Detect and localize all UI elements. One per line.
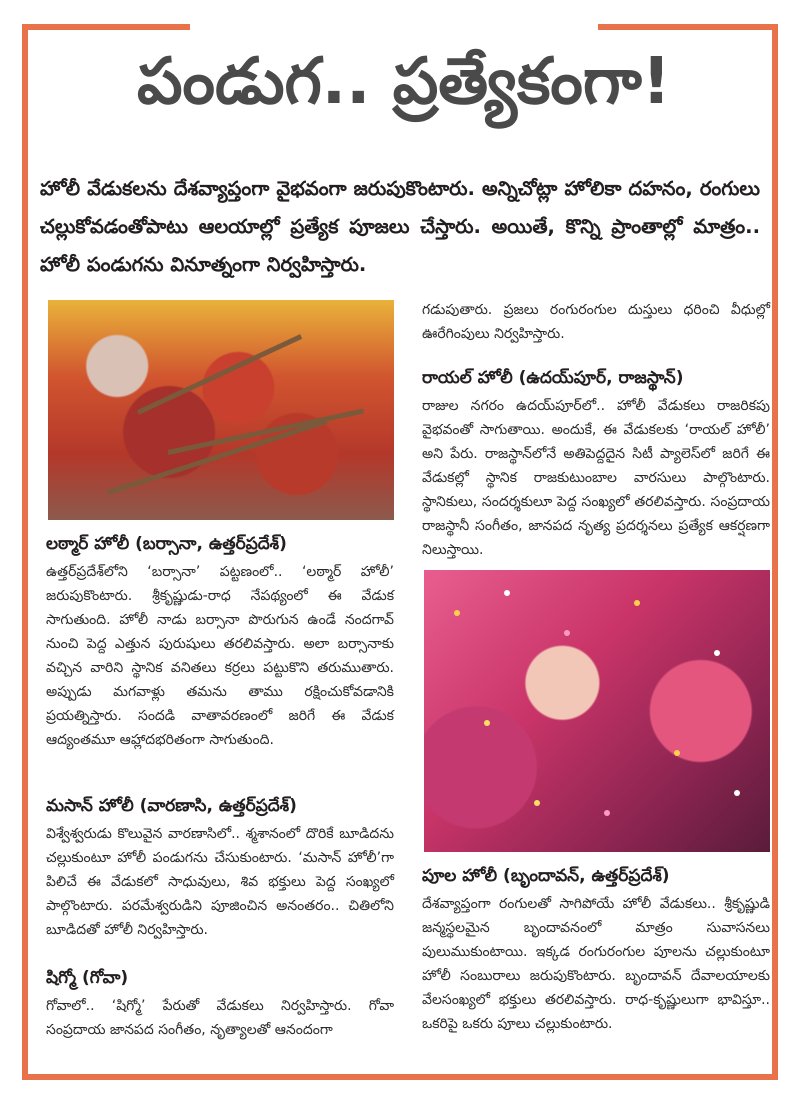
shigmo-body-continued: గడుపుతారు. ప్రజలు రంగురంగుల దుస్తులు ధరించి వీధుల్లో ఊరేగింపులు నిర్వహిస్తారు. (422, 302, 770, 342)
frame-right (772, 24, 778, 1080)
lathmar-title: లఠ్మార్ హోలీ (బర్సానా, ఉత్తర్‌ప్రదేశ్) (46, 534, 287, 554)
intro-paragraph: హోలీ వేడుకలను దేశవ్యాప్తంగా వైభవంగా జరుపుకొంటారు. అన్నిచోట్లా హోలికా దహనం, రంగులు చల్లుకోవడంతోపాటు ఆలయాల్లో ప్రత్యేక పూజలు చేస్తారు. అయితే, కొన్ని ప్రాంతాల్లో మాత్రం.. హోలీ పండుగను వినూత్నంగా నిర్వహిస్తారు. (40, 177, 760, 276)
shigmo-title: షిగ్మో (గోవా) (46, 968, 129, 988)
phoolon-body: దేశవ్యాప్తంగా రంగులతో సాగిపోయే హోలీ వేడుకలు.. శ్రీకృష్ణుడి జన్మస్థలమైన బృందావనంలో మాత్రం సువాసనలు పులుముకుంటాయి. ఇక్కడ రంగురంగుల పూలను చల్లుకుంటూ హోలీ సంబురాలు జరుపుకొంటారు. బృందావన్ దేవాలయాలకు వేలసంఖ్యలో భక్తులు తరలివస్తారు. రాధ-కృష్ణులుగా భావిస్తూ.. ఒకరిపై ఒకరు పూలు చల్లుకుంటారు. (422, 896, 770, 1032)
royal-title: రాయల్ హోలీ (ఉదయ్‌పూర్, రాజస్థాన్) (422, 368, 684, 388)
frame-bottom (22, 1074, 778, 1080)
masan-title: మసాన్ హోలీ (వారణాసి, ఉత్తర్‌ప్రదేశ్) (46, 796, 297, 816)
lathmar-holi-photo (48, 300, 394, 520)
masan-body: విశ్వేశ్వరుడు కొలువైన వారణాసిలో.. శ్మశానంలో దొరికే బూడిదను చల్లుకుంటూ హోలీ పండుగను చేసుకుంటారు. ‘మసాన్ హోలీ’గా పిలిచే ఈ వేడుకలో సాధువులు, శివ భక్తులు పెద్ద సంఖ్యలో పాల్గొంటారు. పరమేశ్వరుడిని పూజించిన అనంతరం.. చితిలోని బూడిదతో హోలీ నిర్వహిస్తారు. (46, 826, 394, 938)
royal-body: రాజుల నగరం ఉదయ్‌పూర్‌లో.. హోలీ వేడుకలు రాజరికపు వైభవంతో సాగుతాయి. అందుకే, ఈ వేడుకలకు ‘రాయల్ హోలీ’ అని పేరు. రాజస్థాన్‌లోనే అతిపెద్దదైన సిటీ ప్యాలెస్‌లో జరిగే ఈ వేడుకల్లో స్థానిక రాజకుటుంబాల వారసులు పాల్గొంటారు. స్థానికులు, సందర్శకులూ పెద్ద సంఖ్యలో తరలివస్తారు. సంప్రదాయ రాజస్థానీ సంగీతం, జానపద నృత్య ప్రదర్శనలు ప్రత్యేక ఆకర్షణగా నిలుస్తాయి. (422, 398, 770, 558)
phoolon-title: పూల హోలీ (బృందావన్, ఉత్తర్‌ప్రదేశ్) (422, 866, 670, 886)
page-title: పండుగ.. ప్రత్యేకంగా! (137, 45, 671, 119)
frame-top-right (598, 24, 778, 30)
frame-left (22, 24, 28, 1080)
phoolon-holi-photo (424, 570, 770, 852)
shigmo-body: గోవాలో.. ‘షిగ్మో’ పేరుతో వేడుకలు నిర్వహిస్తారు. గోవా సంప్రదాయ జానపద సంగీతం, నృత్యాలతో ఆనందంగా (46, 998, 394, 1038)
frame-top-left (22, 24, 190, 30)
lathmar-body: ఉత్తర్‌ప్రదేశ్‌లోని ‘బర్సానా’ పట్టణంలో.. ‘లఠ్మార్ హోలీ’ జరుపుకొంటారు. శ్రీకృష్ణుడు-రాధ నేపథ్యంలో ఈ వేడుక సాగుతుంది. హోలీ నాడు బర్సానా పొరుగున ఉండే నందగావ్ నుంచి పెద్ద ఎత్తున పురుషులు తరలివస్తారు. అలా బర్సానాకు వచ్చిన వారిని స్థానిక వనితలు కర్రలు పట్టుకొని తరుముతారు. అప్పుడు మగవాళ్లు తమను తాము రక్షించుకోవడానికి ప్రయత్నిస్తారు. సందడి వాతావరణంలో జరిగే ఈ వేడుక ఆద్యంతమూ ఆహ్లాదభరితంగా సాగుతుంది. (46, 564, 394, 748)
